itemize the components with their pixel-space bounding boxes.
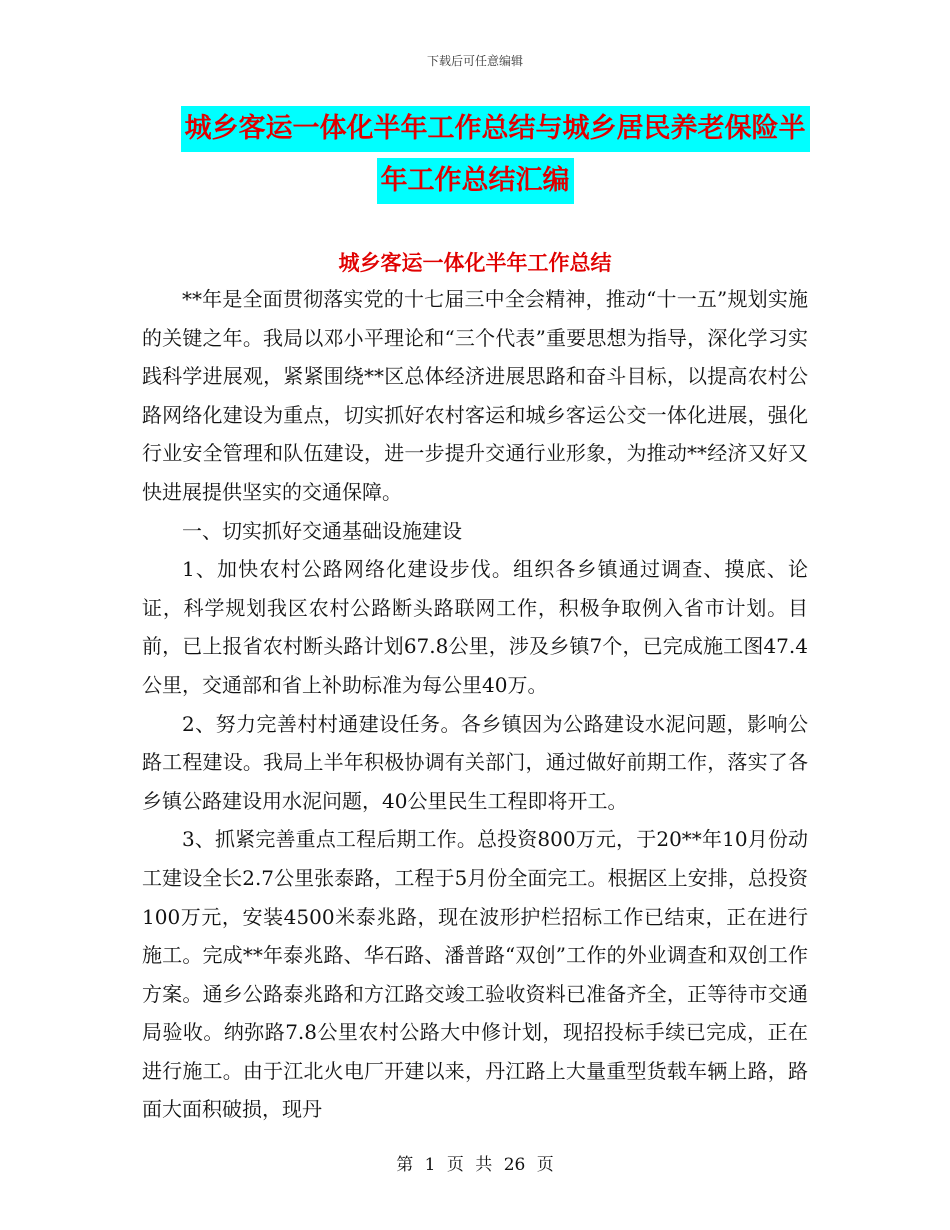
paragraph: 1、加快农村公路网络化建设步伐。组织各乡镇通过调查、摸底、论证，科学规划我区农村公路断头路联网工作，积极争取例入省市计划。目前，已上报省农村断头路计划67.8公里，涉及乡镇7个，已完成施工图47.4公里，交通部和省上补助标准为每公里40万。: [142, 557, 808, 697]
document-title: [0, 106, 950, 204]
page-footer: 第 1 页 共 26 页: [396, 1155, 554, 1175]
paragraph: **年是全面贯彻落实党的十七届三中全会精神，推动“十一五”规划实施的关键之年。我局以邓小平理论和“三个代表”重要思想为指导，深化学习实践科学进展观，紧紧围绕**区总体经济进展思路和奋斗目标，以提高农村公路网络化建设为重点，切实抓好农村客运和城乡客运公交一体化进展，强化行业安全管理和队伍建设，进一步提升交通行业形象，为推动**经济又好又快进展提供坚实的交通保障。: [142, 287, 808, 504]
paragraph: 2、努力完善村村通建设任务。各乡镇因为公路建设水泥问题，影响公路工程建设。我局上半年积极协调有关部门，通过做好前期工作，落实了各乡镇公路建设用水泥问题，40公里民生工程即将开工。: [142, 711, 808, 813]
paragraph: 一、切实抓好交通基础设施建设: [182, 518, 462, 543]
document-title-line-1: 城乡客运一体化半年工作总结与城乡居民养老保险半: [181, 106, 810, 152]
section-title: 城乡客运一体化半年工作总结: [338, 251, 612, 275]
header-note: 下载后可任意编辑: [426, 54, 523, 68]
body-text: [142, 280, 808, 1129]
document-title-line-2: 年工作总结汇编: [377, 158, 574, 204]
paragraph: 3、抓紧完善重点工程后期工作。总投资800万元，于20**年10月份动工建设全长2.7公里张泰路，工程于5月份全面完工。根据区上安排，总投资100万元，安装4500米泰兆路，现在波形护栏招标工作已结束，正在进行施工。完成**年泰兆路、华石路、潘普路“双创”工作的外业调查和双创工作方案。通乡公路泰兆路和方江路交竣工验收资料已准备齐全，正等待市交通局验收。纳弥路7.8公里农村公路大中修计划，现招投标手续已完成，正在进行施工。由于江北火电厂开建以来，丹江路上大量重型货载车辆上路，路面大面积破损，现丹: [142, 827, 808, 1122]
